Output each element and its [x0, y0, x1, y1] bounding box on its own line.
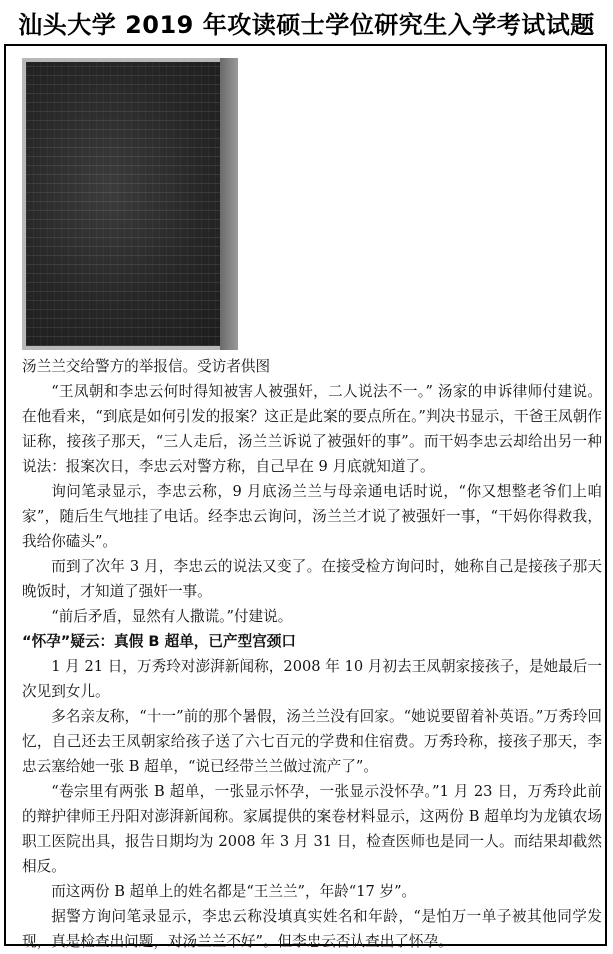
- paragraph-2: 询问笔录显示，李忠云称，9 月底汤兰兰与母亲通电话时说，“你又想整老爷们上咱家”，随后生气地挂了电话。经李忠云询问，汤兰兰才说了被强奸一事，“干妈你得救我，我给你磕头”。: [22, 483, 602, 550]
- section-heading: “怀孕”疑云：真假 B 超单，已产型宫颈口: [22, 633, 296, 650]
- article-body: [22, 354, 602, 954]
- paragraph-9: 据警方询问笔录显示，李忠云称没填真实姓名和年龄，“是怕万一单子被其他同学发现，真是检查出问题，对汤兰兰不好”。但李忠云否认查出了怀孕。: [22, 908, 602, 950]
- paragraph-1: “王凤朝和李忠云何时得知被害人被强奸，二人说法不一。” 汤家的申诉律师付建说。在他看来，“到底是如何引发的报案？这正是此案的要点所在。”判决书显示，干爸王凤朝作证称，接孩子那天，“三人走后，汤兰兰诉说了被强奸的事”。而干妈李忠云却给出另一种说法：报案次日，李忠云对警方称，自己早在 9 月底就知道了。: [22, 383, 602, 475]
- paragraph-4: “前后矛盾，显然有人撒谎。”付建说。: [51, 608, 293, 625]
- paragraph-7: “卷宗里有两张 B 超单，一张显示怀孕，一张显示没怀孕。”1 月 23 日，万秀玲此前的辩护律师王丹阳对澎湃新闻称。家属提供的案卷材料显示，这两份 B 超单均为龙镇农场职工医院出具，报告日期均为 2008 年 3 月 31 日，检查医师也是同一人。而结果却截然相反。: [22, 783, 602, 875]
- letter-image: [26, 62, 232, 346]
- report-letter-photo: [22, 58, 238, 350]
- page-title: 汕头大学 2019 年攻读硕士学位研究生入学考试试题: [18, 10, 595, 39]
- photo-edge: [220, 58, 238, 350]
- paragraph-5: 1 月 21 日，万秀玲对澎湃新闻称，2008 年 10 月初去王凤朝家接孩子，是她最后一次见到女儿。: [22, 658, 602, 700]
- photo-caption: 汤兰兰交给警方的举报信。受访者供图: [22, 358, 271, 375]
- paragraph-6: 多名亲友称，“十一”前的那个暑假，汤兰兰没有回家。“她说要留着补英语。”万秀玲回忆，自己还去王凤朝家给孩子送了六七百元的学费和住宿费。万秀玲称，接孩子那天，李忠云塞给她一张 B 超单，“说已经带兰兰做过流产了”。: [22, 708, 602, 775]
- paragraph-3: 而到了次年 3 月，李忠云的说法又变了。在接受检方询问时，她称自己是接孩子那天晚饭时，才知道了强奸一事。: [22, 558, 602, 600]
- paragraph-8: 而这两份 B 超单上的姓名都是“王兰兰”，年龄“17 岁”。: [51, 883, 417, 900]
